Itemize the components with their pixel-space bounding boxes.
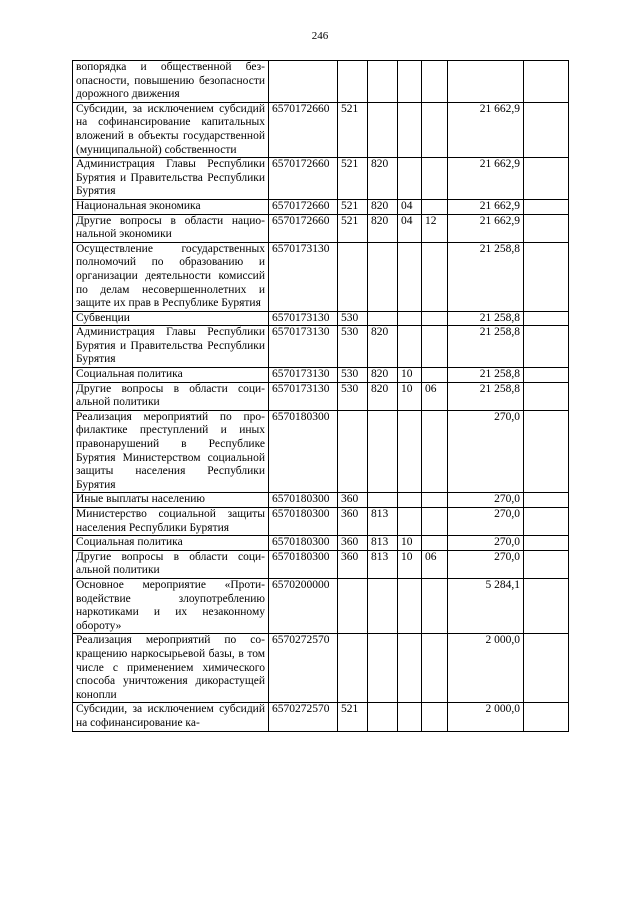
cell-subsection-code — [422, 326, 448, 368]
cell-expense-type-code — [338, 410, 368, 493]
cell-department-code — [368, 703, 398, 731]
cell-item-name: Министерство социальной защиты населения Республики Бурятия — [73, 508, 269, 536]
cell-amount: 21 662,9 — [448, 214, 524, 242]
cell-item-name: Основное мероприятие «Противодействие злоупотреблению наркотиками и их незаконному обороту» — [73, 578, 269, 633]
cell-department-code: 813 — [368, 508, 398, 536]
cell-item-name: Иные выплаты населению — [73, 493, 269, 508]
cell-section-code — [398, 493, 422, 508]
cell-section-code: 10 — [398, 368, 422, 383]
cell-department-code — [368, 493, 398, 508]
cell-department-code: 820 — [368, 382, 398, 410]
cell-item-name: Субсидии, за исключением субсидий на софинансирование ка- — [73, 703, 269, 731]
table-row — [73, 242, 569, 311]
cell-section-code — [398, 102, 422, 157]
cell-amount: 21 662,9 — [448, 158, 524, 200]
cell-expense-type-code: 521 — [338, 214, 368, 242]
cell-expense-type-code: 360 — [338, 550, 368, 578]
cell-expense-type-code: 360 — [338, 508, 368, 536]
cell-extra-column — [524, 410, 569, 493]
cell-amount: 21 662,9 — [448, 199, 524, 214]
cell-department-code — [368, 410, 398, 493]
cell-subsection-code — [422, 311, 448, 326]
cell-target-code: 6570200000 — [269, 578, 338, 633]
cell-extra-column — [524, 199, 569, 214]
cell-subsection-code — [422, 578, 448, 633]
cell-section-code: 04 — [398, 199, 422, 214]
cell-extra-column — [524, 536, 569, 551]
table-row — [73, 578, 569, 633]
table-row — [73, 368, 569, 383]
cell-extra-column — [524, 508, 569, 536]
cell-item-name: Социальная политика — [73, 536, 269, 551]
cell-extra-column — [524, 382, 569, 410]
cell-section-code — [398, 578, 422, 633]
cell-expense-type-code: 530 — [338, 311, 368, 326]
table-row — [73, 536, 569, 551]
cell-expense-type-code — [338, 61, 368, 103]
table-row — [73, 410, 569, 493]
cell-section-code: 10 — [398, 382, 422, 410]
cell-target-code: 6570180300 — [269, 508, 338, 536]
cell-extra-column — [524, 634, 569, 703]
cell-extra-column — [524, 368, 569, 383]
cell-extra-column — [524, 61, 569, 103]
cell-section-code — [398, 703, 422, 731]
cell-subsection-code — [422, 158, 448, 200]
cell-item-name: Субвенции — [73, 311, 269, 326]
cell-department-code: 820 — [368, 199, 398, 214]
table-row — [73, 634, 569, 703]
cell-subsection-code: 06 — [422, 382, 448, 410]
cell-department-code — [368, 242, 398, 311]
cell-amount: 2 000,0 — [448, 634, 524, 703]
table-row — [73, 311, 569, 326]
cell-target-code: 6570180300 — [269, 410, 338, 493]
cell-target-code: 6570173130 — [269, 326, 338, 368]
cell-section-code: 10 — [398, 536, 422, 551]
cell-subsection-code — [422, 61, 448, 103]
cell-expense-type-code — [338, 242, 368, 311]
cell-item-name: Осуществление государственных полномочий по образованию и организации деятельности комиссий по делам несовершеннолетних и защите их прав в Республике Бурятия — [73, 242, 269, 311]
cell-section-code — [398, 158, 422, 200]
cell-department-code: 820 — [368, 158, 398, 200]
cell-subsection-code — [422, 536, 448, 551]
cell-expense-type-code: 521 — [338, 703, 368, 731]
cell-target-code: 6570173130 — [269, 382, 338, 410]
cell-expense-type-code — [338, 578, 368, 633]
table-row — [73, 158, 569, 200]
cell-department-code — [368, 311, 398, 326]
cell-department-code: 813 — [368, 536, 398, 551]
cell-amount: 21 258,8 — [448, 382, 524, 410]
cell-subsection-code — [422, 410, 448, 493]
cell-subsection-code — [422, 634, 448, 703]
cell-amount: 21 258,8 — [448, 311, 524, 326]
cell-item-name: Администрация Главы Республики Бурятия и Правительства Республики Бурятия — [73, 158, 269, 200]
cell-amount: 21 662,9 — [448, 102, 524, 157]
cell-amount: 270,0 — [448, 493, 524, 508]
cell-target-code: 6570180300 — [269, 536, 338, 551]
cell-target-code: 6570172660 — [269, 158, 338, 200]
cell-expense-type-code: 360 — [338, 493, 368, 508]
cell-target-code: 6570172660 — [269, 102, 338, 157]
cell-extra-column — [524, 703, 569, 731]
cell-subsection-code — [422, 102, 448, 157]
cell-department-code — [368, 634, 398, 703]
cell-item-name: Администрация Главы Республики Бурятия и Правительства Республики Бурятия — [73, 326, 269, 368]
table-row — [73, 493, 569, 508]
cell-department-code: 820 — [368, 368, 398, 383]
cell-amount: 21 258,8 — [448, 368, 524, 383]
cell-expense-type-code: 521 — [338, 199, 368, 214]
cell-item-name: Реализация мероприятий по сокращению наркосырьевой базы, в том числе с применением химического способа уничтожения дикорастущей конопли — [73, 634, 269, 703]
table-row — [73, 61, 569, 103]
table-row — [73, 703, 569, 731]
cell-extra-column — [524, 242, 569, 311]
cell-item-name: Другие вопросы в области национальной экономики — [73, 214, 269, 242]
cell-subsection-code: 06 — [422, 550, 448, 578]
cell-target-code: 6570272570 — [269, 634, 338, 703]
cell-expense-type-code — [338, 634, 368, 703]
cell-amount: 21 258,8 — [448, 242, 524, 311]
cell-extra-column — [524, 158, 569, 200]
table-row — [73, 382, 569, 410]
cell-amount: 5 284,1 — [448, 578, 524, 633]
cell-item-name: Другие вопросы в области социальной политики — [73, 382, 269, 410]
table-row — [73, 508, 569, 536]
table-row — [73, 550, 569, 578]
cell-extra-column — [524, 214, 569, 242]
cell-item-name: Субсидии, за исключением субсидий на софинансирование капитальных вложений в объекты государственной (муниципальной) собственности — [73, 102, 269, 157]
cell-section-code — [398, 311, 422, 326]
table-row — [73, 102, 569, 157]
cell-amount — [448, 61, 524, 103]
cell-subsection-code — [422, 493, 448, 508]
cell-subsection-code — [422, 242, 448, 311]
cell-extra-column — [524, 578, 569, 633]
cell-amount: 270,0 — [448, 536, 524, 551]
cell-amount: 21 258,8 — [448, 326, 524, 368]
cell-amount: 270,0 — [448, 410, 524, 493]
cell-amount: 270,0 — [448, 550, 524, 578]
cell-section-code — [398, 61, 422, 103]
cell-item-name: Другие вопросы в области социальной политики — [73, 550, 269, 578]
cell-subsection-code — [422, 703, 448, 731]
cell-extra-column — [524, 550, 569, 578]
cell-extra-column — [524, 493, 569, 508]
cell-target-code: 6570173130 — [269, 368, 338, 383]
cell-extra-column — [524, 102, 569, 157]
cell-subsection-code — [422, 368, 448, 383]
cell-target-code: 6570172660 — [269, 199, 338, 214]
table-row — [73, 214, 569, 242]
cell-expense-type-code: 521 — [338, 102, 368, 157]
cell-target-code: 6570180300 — [269, 550, 338, 578]
cell-department-code — [368, 578, 398, 633]
cell-expense-type-code: 521 — [338, 158, 368, 200]
cell-extra-column — [524, 326, 569, 368]
cell-section-code — [398, 410, 422, 493]
cell-target-code: 6570173130 — [269, 311, 338, 326]
cell-target-code: 6570172660 — [269, 214, 338, 242]
cell-item-name: Реализация мероприятий по профилактике преступлений и иных правонарушений в Республике Бурятия Министерством социальной защиты населения Республики Бурятия — [73, 410, 269, 493]
table-row — [73, 199, 569, 214]
cell-item-name: вопорядка и общественной безопасности, повышению безопасности дорожного движения — [73, 61, 269, 103]
cell-section-code: 10 — [398, 550, 422, 578]
cell-department-code — [368, 102, 398, 157]
cell-item-name: Национальная экономика — [73, 199, 269, 214]
page-number: 246 — [311, 30, 329, 42]
cell-target-code: 6570180300 — [269, 493, 338, 508]
cell-department-code: 820 — [368, 214, 398, 242]
cell-extra-column — [524, 311, 569, 326]
budget-table — [72, 60, 569, 732]
cell-section-code — [398, 326, 422, 368]
cell-expense-type-code: 360 — [338, 536, 368, 551]
cell-amount: 270,0 — [448, 508, 524, 536]
cell-amount: 2 000,0 — [448, 703, 524, 731]
cell-section-code — [398, 242, 422, 311]
cell-target-code — [269, 61, 338, 103]
cell-expense-type-code: 530 — [338, 382, 368, 410]
cell-expense-type-code: 530 — [338, 326, 368, 368]
cell-department-code: 820 — [368, 326, 398, 368]
cell-target-code: 6570173130 — [269, 242, 338, 311]
cell-subsection-code — [422, 508, 448, 536]
cell-section-code — [398, 508, 422, 536]
cell-section-code — [398, 634, 422, 703]
cell-subsection-code: 12 — [422, 214, 448, 242]
cell-item-name: Социальная политика — [73, 368, 269, 383]
cell-subsection-code — [422, 199, 448, 214]
cell-target-code: 6570272570 — [269, 703, 338, 731]
cell-department-code — [368, 61, 398, 103]
cell-section-code: 04 — [398, 214, 422, 242]
table-row — [73, 326, 569, 368]
cell-expense-type-code: 530 — [338, 368, 368, 383]
cell-department-code: 813 — [368, 550, 398, 578]
